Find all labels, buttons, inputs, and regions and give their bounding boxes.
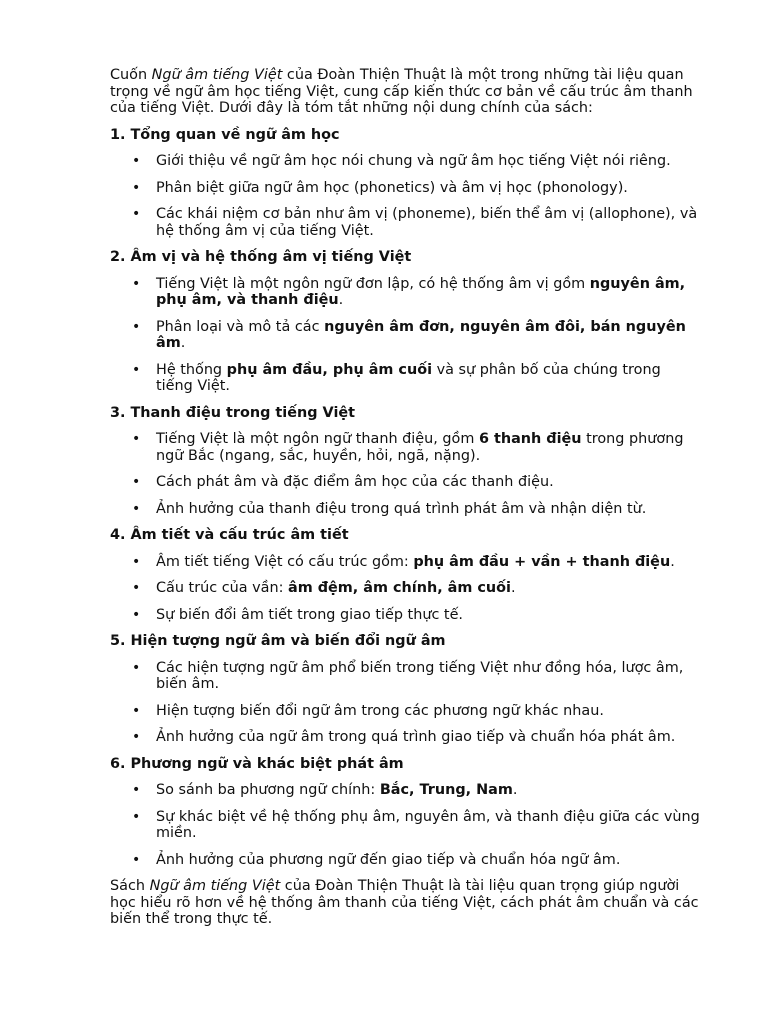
bullet-icon: • (132, 275, 141, 292)
bullet-icon: • (132, 318, 141, 335)
item-bold-text: âm đệm, âm chính, âm cuối (288, 580, 511, 596)
list-item (110, 703, 700, 720)
item-text-end: . (512, 782, 518, 798)
bullet-list (110, 431, 700, 517)
list-item (110, 206, 700, 239)
item-bold-text: nguyên âm đơn, nguyên âm đôi, bán nguyên âm (156, 318, 686, 351)
bullet-icon: • (132, 500, 141, 517)
list-item (110, 580, 700, 597)
item-text-end: . (510, 580, 516, 596)
bullet-icon: • (132, 361, 141, 378)
item-text: Các hiện tượng ngữ âm phổ biến trong tiếng Việt như đồng hóa, lược âm, biến âm. (156, 659, 684, 692)
bullet-list (110, 660, 700, 746)
intro-text-before: Cuốn (110, 67, 152, 83)
item-text: Ảnh hưởng của thanh điệu trong quá trình phát âm và nhận diện từ. (156, 500, 647, 517)
item-text: Cấu trúc của vần: (156, 580, 289, 596)
section-heading: 4. Âm tiết và cấu trúc âm tiết (110, 527, 349, 543)
bullet-icon: • (132, 808, 141, 825)
intro-text-after: của Đoàn Thiện Thuật là một trong những tài liệu quan trọng về ngữ âm học tiếng Việt, cung cấp kiến thức cơ bản về cấu trúc âm thanh của tiếng Việt. Dưới đây là tóm tắt những nội dung chính của sách: (110, 67, 693, 116)
conclusion-text-before: Sách (110, 878, 150, 894)
book-title: Ngữ âm tiếng Việt (151, 67, 283, 83)
bullet-icon: • (132, 851, 141, 868)
document-page (110, 67, 700, 928)
section-heading: 2. Âm vị và hệ thống âm vị tiếng Việt (110, 249, 412, 265)
bullet-icon: • (132, 702, 141, 719)
item-text: So sánh ba phương ngữ chính: (156, 782, 380, 798)
conclusion-text-after: của Đoàn Thiện Thuật là tài liệu quan trọng giúp người học hiểu rõ hơn về hệ thống âm thanh của tiếng Việt, cách phát âm chuẩn và các biến thể trong thực tế. (110, 878, 699, 927)
item-text: Hệ thống (156, 361, 227, 378)
list-item (110, 153, 700, 170)
list-item (110, 180, 700, 197)
item-bold-text: nguyên âm, phụ âm, và thanh điệu (156, 275, 686, 308)
item-text: Giới thiệu về ngữ âm học nói chung và ngữ âm học tiếng Việt nói riêng. (156, 153, 671, 169)
item-bold-text: Bắc, Trung, Nam (379, 782, 513, 798)
item-text: Ảnh hưởng của ngữ âm trong quá trình giao tiếp và chuẩn hóa phát âm. (156, 729, 676, 745)
list-item (110, 474, 700, 491)
item-text: Tiếng Việt là một ngôn ngữ đơn lập, có hệ thống âm vị gồm (156, 275, 590, 292)
bullet-icon: • (132, 431, 141, 447)
bullet-icon: • (132, 553, 141, 570)
bullet-icon: • (132, 606, 141, 623)
bullet-icon: • (132, 729, 141, 745)
section-heading: 6. Phương ngữ và khác biệt phát âm (110, 755, 404, 772)
list-item (110, 362, 700, 395)
section-heading: 3. Thanh điệu trong tiếng Việt (110, 404, 356, 421)
item-text: Phân loại và mô tả các (156, 318, 325, 335)
item-text: Các khái niệm cơ bản như âm vị (phoneme), biến thể âm vị (allophone), và hệ thống âm vị của tiếng Việt. (156, 206, 698, 239)
item-text: Phân biệt giữa ngữ âm học (phonetics) và âm vị học (phonology). (156, 179, 628, 196)
item-text-end: trong phương ngữ Bắc (ngang, sắc, huyền, hỏi, ngã, nặng). (156, 431, 684, 464)
bullet-icon: • (132, 206, 141, 222)
bullet-list (110, 153, 700, 239)
item-text: Hiện tượng biến đổi ngữ âm trong các phương ngữ khác nhau. (156, 702, 604, 719)
item-bold-text: 6 thanh điệu (478, 431, 582, 447)
item-bold-text: phụ âm đầu + vần + thanh điệu (413, 553, 671, 570)
item-text: Âm tiết tiếng Việt có cấu trúc gồm: (156, 553, 414, 570)
item-text-end: . (338, 292, 344, 308)
list-item (110, 852, 700, 869)
list-item (110, 554, 700, 571)
bullet-list (110, 782, 700, 868)
list-item (110, 276, 700, 309)
conclusion-paragraph (110, 878, 700, 928)
bullet-icon: • (132, 153, 141, 169)
item-text: Tiếng Việt là một ngôn ngữ thanh điệu, gồm (156, 431, 479, 447)
bullet-list (110, 554, 700, 624)
bullet-list (110, 276, 700, 395)
bullet-icon: • (132, 179, 141, 196)
bullet-icon: • (132, 580, 141, 596)
list-item (110, 729, 700, 746)
list-item (110, 782, 700, 799)
section-heading: 1. Tổng quan về ngữ âm học (110, 126, 340, 143)
item-bold-text: phụ âm đầu, phụ âm cuối (226, 361, 433, 378)
item-text-end: . (180, 335, 186, 351)
intro-paragraph (110, 67, 700, 117)
bullet-icon: • (132, 782, 141, 798)
item-text-end: . (670, 553, 675, 570)
list-item (110, 607, 700, 624)
bullet-icon: • (132, 659, 141, 676)
item-text: Sự biến đổi âm tiết trong giao tiếp thực tế. (156, 606, 463, 623)
item-text: Cách phát âm và đặc điểm âm học của các thanh điệu. (156, 474, 554, 490)
list-item (110, 319, 700, 352)
item-text: Ảnh hưởng của phương ngữ đến giao tiếp và chuẩn hóa ngữ âm. (156, 851, 621, 868)
section-heading: 5. Hiện tượng ngữ âm và biến đổi ngữ âm (110, 633, 446, 649)
book-title: Ngữ âm tiếng Việt (149, 878, 281, 894)
item-text-end: và sự phân bố của chúng trong tiếng Việt. (156, 361, 661, 394)
item-text: Sự khác biệt về hệ thống phụ âm, nguyên âm, và thanh điệu giữa các vùng miền. (156, 808, 700, 841)
list-item (110, 501, 700, 518)
list-item (110, 431, 700, 464)
list-item (110, 809, 700, 842)
bullet-icon: • (132, 474, 141, 490)
list-item (110, 660, 700, 693)
